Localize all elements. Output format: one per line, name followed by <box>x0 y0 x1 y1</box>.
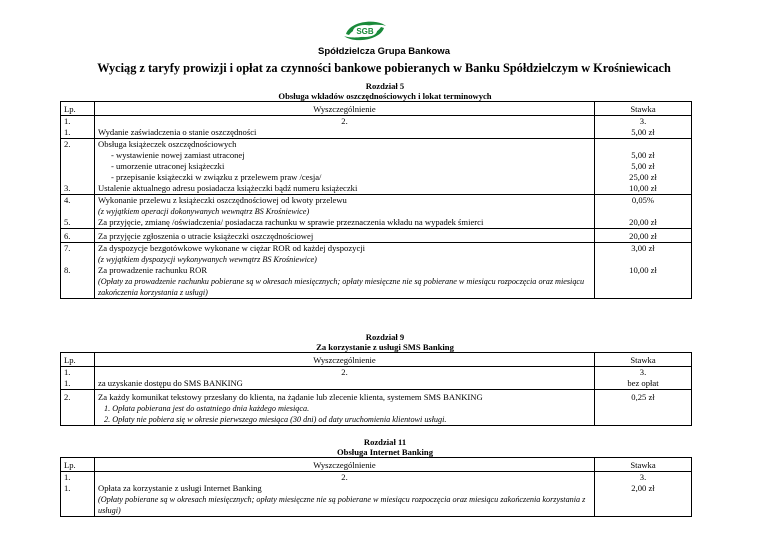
section11-title <box>160 438 610 457</box>
row-lp: 3. <box>64 183 71 193</box>
row-lp: 1. <box>64 127 71 137</box>
row-rate: 5,00 zł <box>631 161 655 171</box>
row-rate: 20,00 zł <box>629 217 657 227</box>
row-desc: Za dyspozycje bezgotówkowe wykonane w ciężar ROR od każdej dyspozycji <box>98 243 366 253</box>
row-rate: 20,00 zł <box>595 229 692 243</box>
colnum-1: 1. <box>64 116 71 126</box>
row-rate: 0,25 zł <box>595 390 692 426</box>
row-desc: Wykonanie przelewu z książeczki oszczędnościowej od kwoty przelewu <box>98 195 347 205</box>
row-lp: 8. <box>64 265 71 275</box>
colnum-1: 1. <box>64 367 71 377</box>
row-lp: 2. <box>64 139 71 149</box>
table-row <box>61 116 692 139</box>
col-rate: Stawka <box>595 458 692 472</box>
row-desc: Ustalenie aktualnego adresu posiadacza książeczki bądź numeru książeczki <box>98 183 358 193</box>
section5-title <box>160 82 610 101</box>
row-lp: 4. <box>64 195 71 205</box>
table-row <box>61 229 692 243</box>
col-lp: Lp. <box>61 102 95 116</box>
col-rate: Stawka <box>595 353 692 367</box>
sgb-logo <box>340 18 390 44</box>
table-row <box>61 195 692 229</box>
row-sub: - umorzenie utraconej książeczki <box>111 161 225 171</box>
section11-chapter: Rozdział 11 <box>363 437 407 447</box>
section5-name: Obsługa wkładów oszczędnościowych i lokat terminowych <box>278 90 492 101</box>
row-rate: 10,00 zł <box>629 183 657 193</box>
row-rate: 0,05% <box>631 195 655 205</box>
section5-table <box>60 101 692 299</box>
row-desc: Za przyjęcie, zmianę /oświadczenia/ posiadacza rachunku w sprawie przeznaczenia wkładu na wypadek śmierci <box>98 217 484 227</box>
header-row <box>61 102 692 116</box>
row-lp: 6. <box>61 229 95 243</box>
page-title: Wyciąg z taryfy prowizji i opłat za czynności bankowe pobieranych w Banku Spółdzielczym w Krośniewicach <box>97 61 671 75</box>
row-desc: Za prowadzenie rachunku ROR <box>98 265 208 275</box>
section9-name: Za korzystanie z usługi SMS Banking <box>316 341 454 352</box>
row-desc: Za przyjęcie zgłoszenia o utracie książeczki oszczędnościowej <box>95 229 595 243</box>
row-rate: 3,00 zł <box>631 243 655 253</box>
row-desc: Za każdy komunikat tekstowy przesłany do klienta, na żądanie lub zlecenie klienta, systemem SMS BANKING <box>98 392 483 402</box>
row-sub: - wystawienie nowej zamiast utraconej <box>111 150 245 160</box>
table-row <box>61 390 692 426</box>
row-lp: 1. <box>64 483 71 493</box>
colnum-1: 1. <box>64 472 71 482</box>
row-desc: Opłata za korzystanie z usługi Internet Banking <box>98 483 262 493</box>
row-lp: 1. <box>64 378 71 388</box>
col-lp: Lp. <box>61 458 95 472</box>
row-sub: - przepisanie książeczki w związku z przelewem praw /cesja/ <box>111 172 322 182</box>
table-row <box>61 367 692 390</box>
row-rate: 5,00 zł <box>631 127 655 137</box>
brand-name: Spółdzielcza Grupa Bankowa <box>318 46 450 57</box>
section5-chapter: Rozdział 5 <box>365 81 405 91</box>
row-rate: 25,00 zł <box>629 172 657 182</box>
row-desc: za uzyskanie dostępu do SMS BANKING <box>98 378 243 388</box>
col-desc: Wyszczególnienie <box>95 102 595 116</box>
colnum-2: 2. <box>341 472 348 482</box>
colnum-2: 2. <box>341 367 348 377</box>
col-desc: Wyszczególnienie <box>95 353 595 367</box>
colnum-3: 3. <box>639 472 647 482</box>
row-note: (z wyjątkiem dyspozycji wykonywanych wewnątrz BS Krośniewice) <box>98 255 317 264</box>
row-rate: bez opłat <box>627 378 659 388</box>
header-row <box>61 353 692 367</box>
colnum-3: 3. <box>639 116 647 126</box>
row-lp: 7. <box>64 243 71 253</box>
row-lp: 5. <box>64 217 71 227</box>
row-note: (Opłaty pobierane są w okresach miesięcznych; opłaty miesięczne nie są pobierane w miesiącu rozpoczęcia oraz miesiącu zakończenia korzystania z usługi) <box>98 495 586 515</box>
col-rate: Stawka <box>595 102 692 116</box>
row-desc: Wydanie zaświadczenia o stanie oszczędności <box>98 127 257 137</box>
row-note: 1. Opłata pobierana jest do ostatniego dnia każdego miesiąca. <box>104 404 310 413</box>
row-desc: Obsługa książeczek oszczędnościowych <box>98 139 237 149</box>
logo-text: SGB <box>356 27 374 36</box>
section9-table <box>60 352 692 426</box>
row-note: (z wyjątkiem operacji dokonywanych wewnątrz BS Krośniewice) <box>98 207 310 216</box>
colnum-3: 3. <box>639 367 647 377</box>
row-note: 2. Opłaty nie pobiera się w okresie pierwszego miesiąca (30 dni) od daty uruchomienia klientowi usługi. <box>104 415 447 424</box>
section9-chapter: Rozdział 9 <box>365 332 405 342</box>
table-row <box>61 243 692 299</box>
row-rate: 5,00 zł <box>631 150 655 160</box>
header-row <box>61 458 692 472</box>
row-rate: 2,00 zł <box>631 483 655 493</box>
table-row <box>61 139 692 195</box>
row-note: (Opłaty za prowadzenie rachunku pobierane są w okresach miesięcznych; opłaty miesięczne nie są pobierane w miesiącu rozpoczęcia oraz miesiącu zakończenia korzystania z usługi) <box>98 277 585 297</box>
col-lp: Lp. <box>61 353 95 367</box>
colnum-2: 2. <box>341 116 348 126</box>
table-row <box>61 472 692 517</box>
row-rate: 10,00 zł <box>629 265 657 275</box>
row-lp: 2. <box>61 390 95 426</box>
section11-name: Obsługa Internet Banking <box>337 446 433 457</box>
section9-title <box>160 333 610 352</box>
col-desc: Wyszczególnienie <box>95 458 595 472</box>
section11-table <box>60 457 692 517</box>
